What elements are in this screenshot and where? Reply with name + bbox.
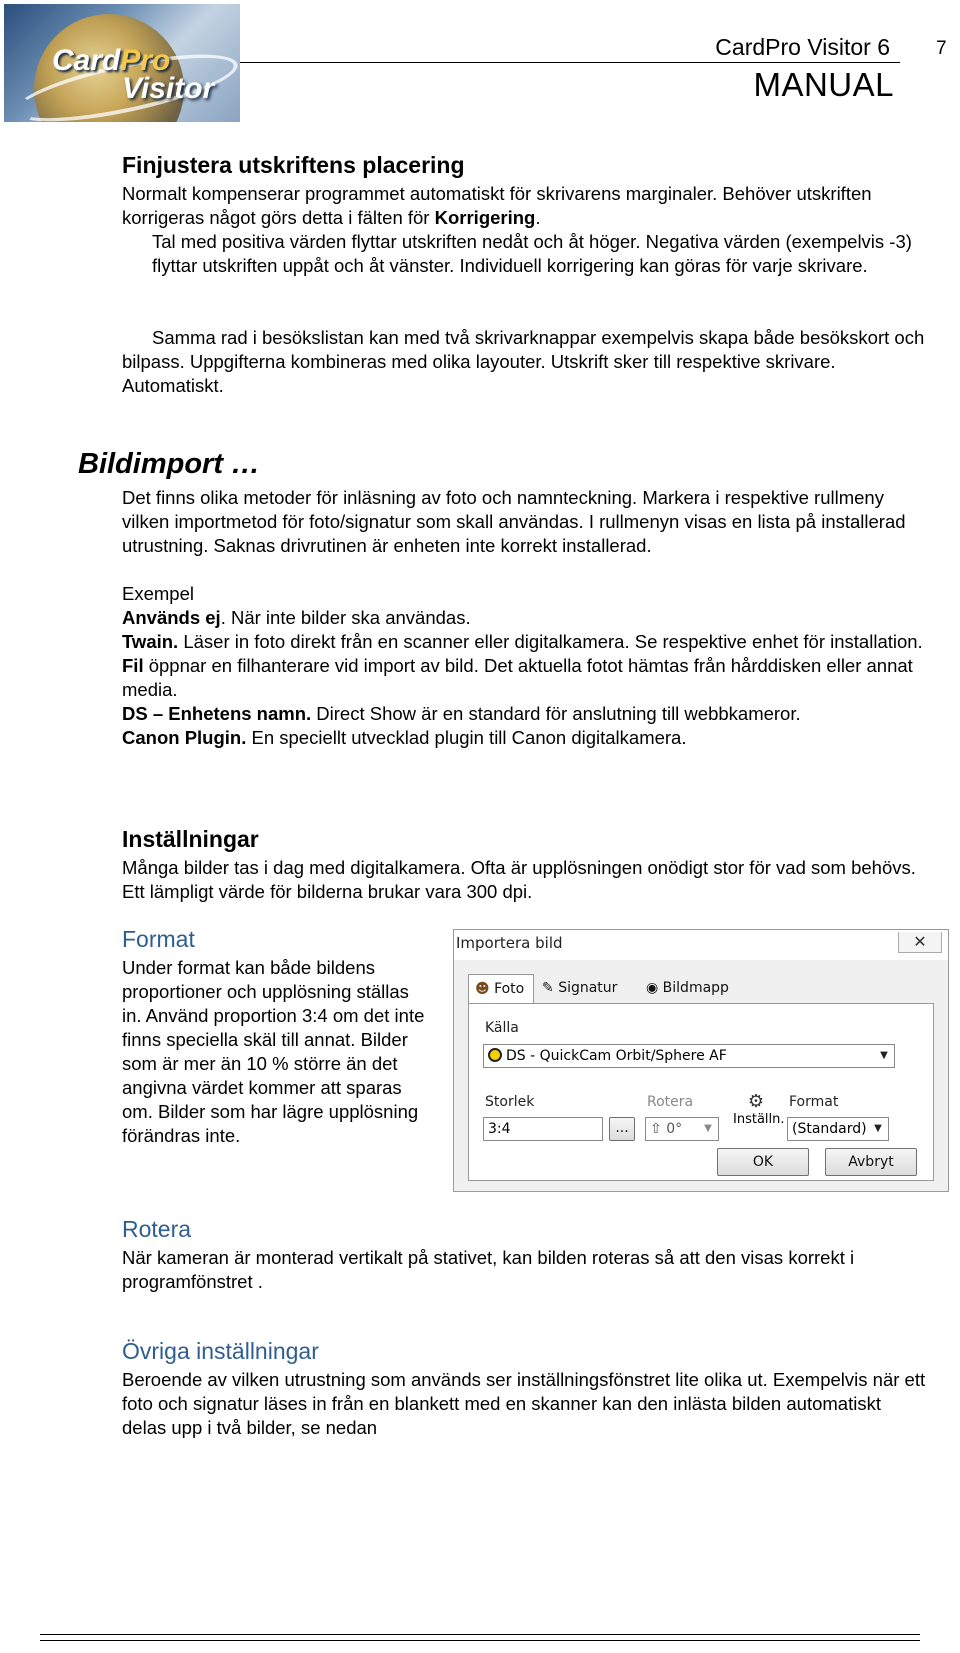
arrow-up-icon: ⇧: [650, 1121, 662, 1137]
paragraph: När kameran är monterad vertikalt på stativet, kan bilden roteras så att den visas korrekt i programfönstret .: [122, 1247, 855, 1292]
chevron-down-icon: ▼: [874, 1123, 882, 1134]
settings-button[interactable]: ⚙ Inställn.: [733, 1091, 785, 1127]
manual-title: MANUAL: [753, 66, 894, 103]
paragraph: Under format kan både bildens proportioner och upplösning ställas in. Använd proportion 3:4 om det inte finns speciella skäl till annat. Bilder som är mer än 10 % större än det angivna värdet kommer att sparas om. Bilder som har lägre upplösning förändras inte.: [122, 957, 425, 1146]
paragraph: Det finns olika metoder för inläsning av foto och namnteckning. Markera i respektive rullmeny vilken importmetod för foto/signatur som skall användas. I rullmenyn visas en lista på installerad utrustning. Saknas drivrutinen är enheten inte korrekt installerad.: [122, 487, 906, 556]
example-label: Exempel: [122, 583, 194, 604]
list-item: Fil öppnar en filhanterare vid import av bild. Det aktuella fotot hämtas från hårddisken eller annat media.: [122, 655, 913, 700]
paragraph: Tal med positiva värden flyttar utskriften nedåt och åt höger. Negativa värden (exempelvis -3) flyttar utskriften uppåt och åt vänster. Individuell korrigering kan göras för varje skrivare.: [152, 231, 912, 276]
format-select[interactable]: (Standard) ▼: [787, 1117, 889, 1141]
rotate-select[interactable]: ⇧ 0° ▼: [645, 1117, 719, 1141]
heading-rotera: Rotera: [122, 1216, 192, 1242]
gear-icon: ⚙: [747, 1091, 765, 1112]
cancel-button[interactable]: Avbryt: [825, 1148, 917, 1176]
binoculars-icon: ◉: [646, 980, 659, 996]
heading-ovriga: Övriga inställningar: [122, 1338, 319, 1364]
dialog-title: Importera bild: [456, 934, 563, 952]
paragraph: Beroende av vilken utrustning som används ser inställningsfönstret lite olika ut. Exempelvis när ett foto och signatur läses in från en blankett med en skanner kan den inlästa bilden automatiskt delas upp i två bilder, se nedan: [122, 1369, 926, 1438]
dialog-panel: [468, 1003, 934, 1181]
list-item: Canon Plugin. En speciellt utvecklad plugin till Canon digitalkamera.: [122, 727, 687, 748]
paragraph: Normalt kompenserar programmet automatiskt för skrivarens marginaler. Behöver utskriften korrigeras något görs detta i fälten för Korrigering.: [122, 183, 872, 228]
close-button[interactable]: ✕: [898, 932, 942, 953]
section-bildimport-text: [122, 486, 927, 750]
tab-foto[interactable]: ☻ Foto: [468, 974, 534, 1004]
chevron-down-icon: ▼: [704, 1123, 712, 1134]
person-icon: ☻: [475, 981, 490, 997]
list-item: Används ej. När inte bilder ska användas.: [122, 607, 471, 628]
import-image-dialog: [453, 929, 949, 1192]
ok-button[interactable]: OK: [717, 1148, 809, 1176]
logo-text-visitor: Visitor: [122, 72, 215, 105]
list-item: DS – Enhetens namn. Direct Show är en standard för anslutning till webbkameror.: [122, 703, 801, 724]
list-item: Twain. Läser in foto direkt från en scanner eller digitalkamera. Se respektive enhet för installation.: [122, 631, 923, 652]
footer-rule: [40, 1634, 920, 1635]
logo-text-card: CardPro: [52, 44, 171, 77]
signature-icon: ✎: [542, 980, 554, 996]
heading-installningar: Inställningar: [122, 826, 259, 852]
ds-device-icon: [488, 1048, 502, 1062]
rotate-label: Rotera: [647, 1094, 694, 1110]
header-rule: [240, 62, 900, 63]
tab-signatur[interactable]: ✎ Signatur: [542, 980, 618, 996]
size-input[interactable]: 3:4: [483, 1117, 603, 1141]
dialog-titlebar: [454, 930, 948, 960]
heading-format: Format: [122, 926, 195, 952]
cardpro-logo: [4, 4, 240, 122]
format-label: Format: [789, 1094, 839, 1110]
paragraph: Många bilder tas i dag med digitalkamera. Ofta är upplösningen onödigt stor för vad som behövs. Ett lämpligt värde för bilderna brukar vara 300 dpi.: [122, 857, 916, 902]
source-label: Källa: [485, 1020, 519, 1036]
section-finjustera-text: [122, 182, 927, 278]
product-name: CardPro Visitor 6: [715, 34, 890, 60]
chevron-down-icon: ▼: [880, 1050, 888, 1061]
source-select[interactable]: DS - QuickCam Orbit/Sphere AF ▼: [483, 1044, 895, 1068]
heading-bildimport: Bildimport …: [78, 448, 261, 480]
page-number: 7: [936, 38, 947, 59]
size-label: Storlek: [485, 1094, 535, 1110]
browse-button[interactable]: ...: [609, 1117, 635, 1141]
tab-bildmapp[interactable]: ◉ Bildmapp: [646, 980, 729, 996]
paragraph: Samma rad i besökslistan kan med två skrivarknappar exempelvis skapa både besökskort och bilpass. Uppgifterna kombineras med olika layouter. Utskrift sker till respektive skrivare. Automatiskt.: [122, 327, 925, 396]
heading-finjustera: Finjustera utskriftens placering: [122, 152, 465, 178]
footer-rule: [40, 1640, 920, 1641]
